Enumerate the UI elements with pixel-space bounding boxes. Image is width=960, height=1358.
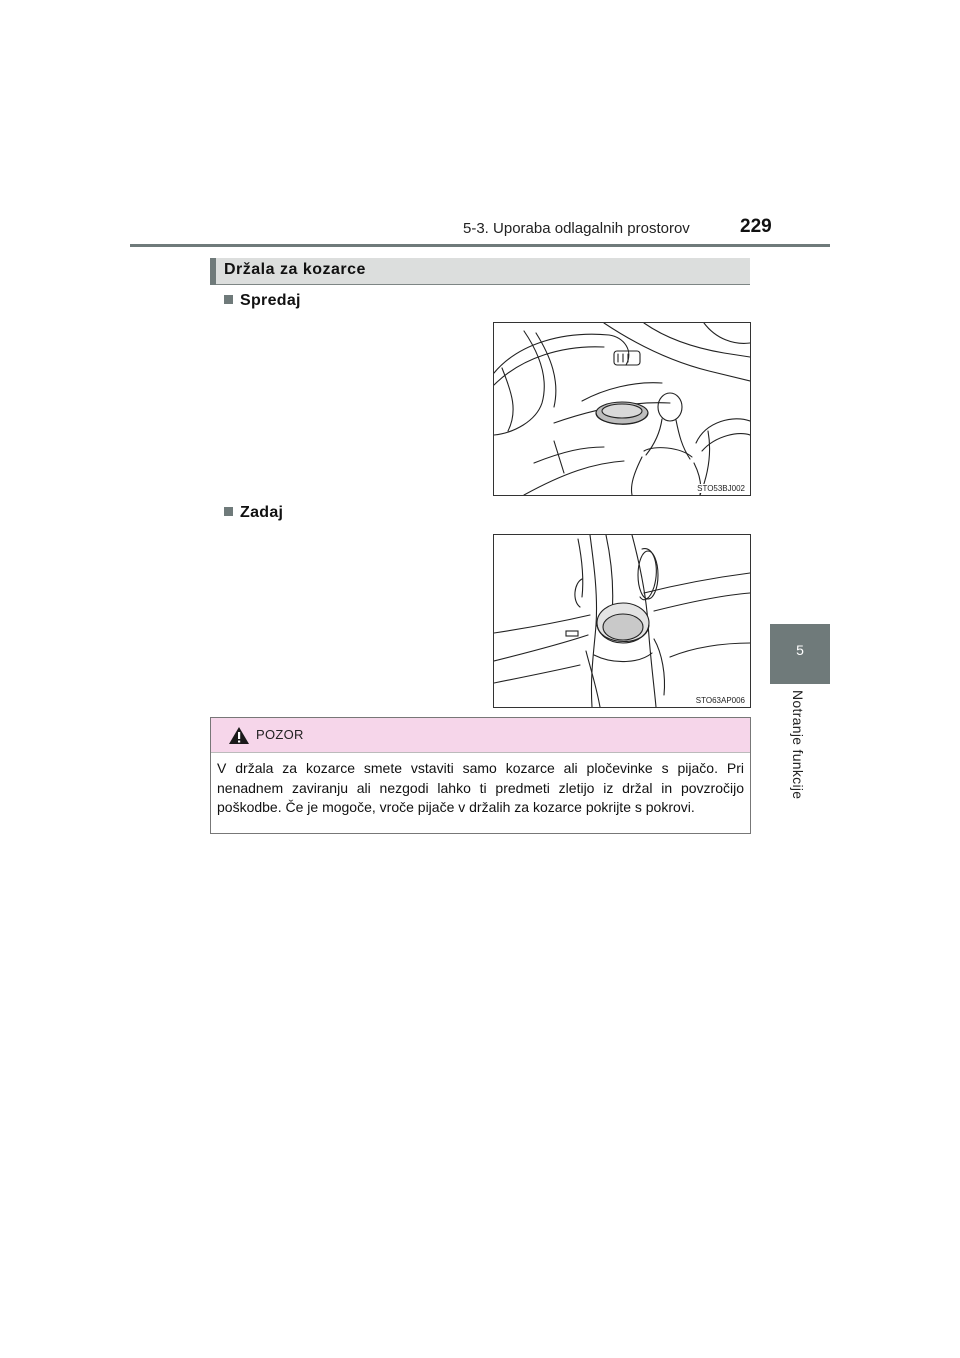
section-bar-accent bbox=[210, 258, 216, 285]
rear-cupholder-illustration bbox=[494, 535, 750, 707]
front-figure-code: STO53BJ002 bbox=[697, 484, 745, 493]
front-heading-label: Spredaj bbox=[240, 292, 301, 309]
caution-title: POZOR bbox=[256, 727, 304, 742]
page-number: 229 bbox=[740, 216, 772, 237]
rear-heading-label: Zadaj bbox=[240, 504, 284, 521]
front-cupholder-figure bbox=[493, 322, 751, 496]
rear-heading bbox=[224, 504, 283, 522]
warning-triangle-icon bbox=[228, 726, 250, 745]
section-title: Držala za kozarce bbox=[224, 261, 366, 278]
running-header-section: 5-3. Uporaba odlagalnih prostorov bbox=[463, 220, 690, 237]
chapter-number: 5 bbox=[796, 642, 804, 658]
caution-text: V držala za kozarce smete vstaviti samo kozarce ali pločevinke s pijačo. Pri nenadnem zaviranju ali nezgodi lahko ti predmeti zletijo iz držal in povzročijo poškodbe. Če je mogoče, vroče pijače v držalih za kozarce pokrijte s pokrovi. bbox=[217, 760, 744, 815]
front-cupholder-illustration bbox=[494, 323, 750, 495]
square-bullet-icon bbox=[224, 295, 233, 304]
caution-header bbox=[211, 718, 750, 753]
caution-box bbox=[210, 717, 751, 834]
header-rule bbox=[130, 244, 830, 247]
rear-figure-code: STO63AP006 bbox=[695, 696, 745, 705]
chapter-title: Notranje funkcije bbox=[790, 690, 806, 800]
front-heading bbox=[224, 292, 301, 310]
rear-cupholder-figure bbox=[493, 534, 751, 708]
square-bullet-icon bbox=[224, 507, 233, 516]
